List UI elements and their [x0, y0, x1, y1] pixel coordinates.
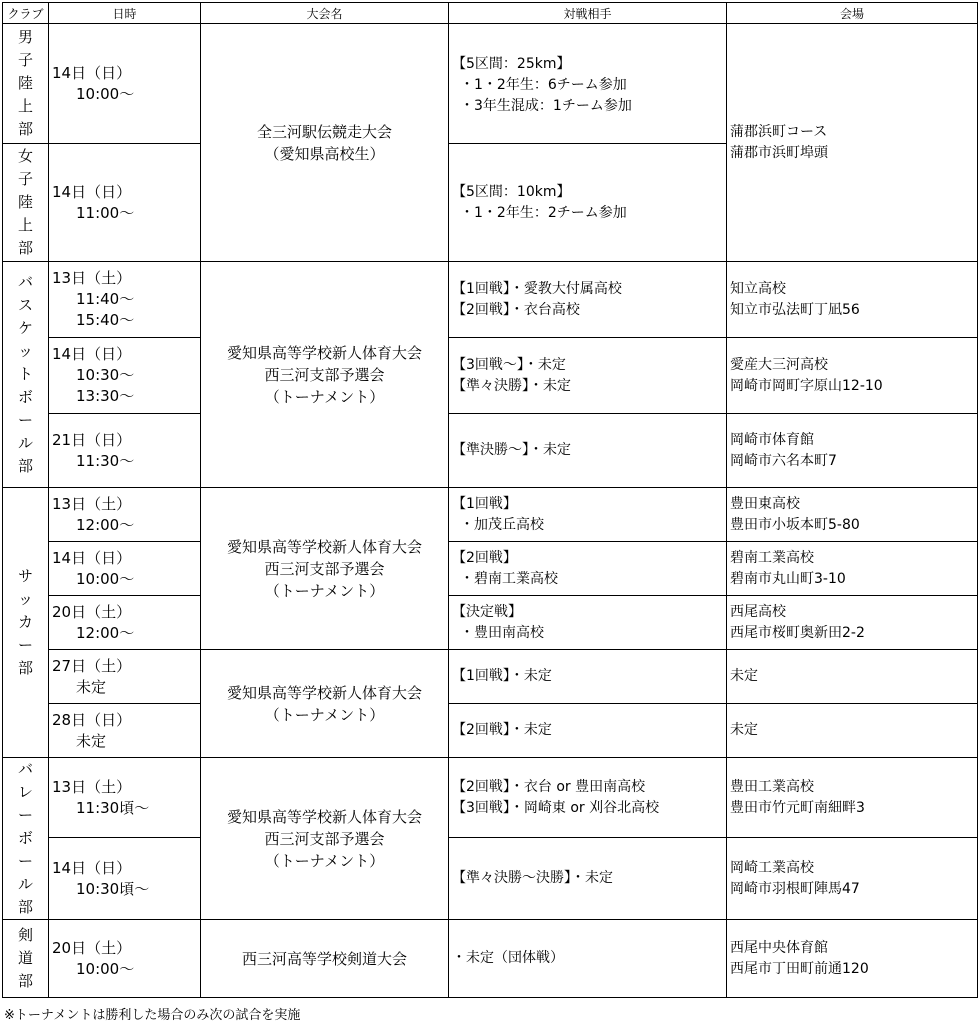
opponent-cell: 【2回戦】 ・碧南工業高校 — [449, 542, 727, 596]
table-row — [3, 920, 978, 998]
header-tournament: 大会名 — [201, 3, 449, 24]
opponent-cell: 【準々決勝～決勝】・未定 — [449, 838, 727, 920]
opponent-cell: 【2回戦】・未定 — [449, 704, 727, 758]
opponent-cell: ・未定（団体戦） — [449, 920, 727, 998]
venue-cell: 西尾高校 西尾市桜町奥新田2-2 — [727, 596, 978, 650]
tournament-cell: 愛知県高等学校新人体育大会 西三河支部予選会 （トーナメント） — [201, 262, 449, 488]
table-row — [3, 262, 978, 338]
footnote: ※トーナメントは勝利した場合のみ次の試合を実施 — [4, 1008, 301, 1023]
datetime-cell: 21日（日） 11:30～ — [49, 414, 201, 488]
header-opponent: 対戦相手 — [449, 3, 727, 24]
table-row — [3, 338, 978, 414]
datetime-cell: 27日（土） 未定 — [49, 650, 201, 704]
venue-cell: 碧南工業高校 碧南市丸山町3-10 — [727, 542, 978, 596]
datetime-cell: 14日（日） 10:30～ 13:30～ — [49, 338, 201, 414]
table-row — [3, 650, 978, 704]
venue-cell: 豊田工業高校 豊田市竹元町南細畔3 — [727, 758, 978, 838]
club-cell: 剣道部 — [3, 920, 49, 998]
venue-cell: 豊田東高校 豊田市小坂本町5-80 — [727, 488, 978, 542]
datetime-cell: 20日（土） 10:00～ — [49, 920, 201, 998]
datetime-cell: 14日（日） 11:00～ — [49, 144, 201, 262]
opponent-cell: 【5区間：10km】 ・1・2年生：2チーム参加 — [449, 144, 727, 262]
tournament-cell: 愛知県高等学校新人体育大会 西三河支部予選会 （トーナメント） — [201, 758, 449, 920]
club-cell: バレーボール部 — [3, 758, 49, 920]
header-club: クラブ — [3, 3, 49, 24]
opponent-cell: 【3回戦～】・未定 【準々決勝】・未定 — [449, 338, 727, 414]
header-row — [3, 3, 978, 24]
venue-cell: 蒲郡浜町コース 蒲郡市浜町埠頭 — [727, 24, 978, 262]
header-datetime: 日時 — [49, 3, 201, 24]
opponent-cell: 【決定戦】 ・豊田南高校 — [449, 596, 727, 650]
table-row — [3, 414, 978, 488]
venue-cell: 岡崎市体育館 岡崎市六名本町7 — [727, 414, 978, 488]
club-cell: バスケットボール部 — [3, 262, 49, 488]
opponent-cell: 【1回戦】 ・加茂丘高校 — [449, 488, 727, 542]
club-cell: 女子陸上部 — [3, 144, 49, 262]
club-cell: サッカー部 — [3, 488, 49, 758]
table-row — [3, 542, 978, 596]
table-row — [3, 838, 978, 920]
datetime-cell: 14日（日） 10:30頃～ — [49, 838, 201, 920]
table-row — [3, 24, 978, 144]
venue-cell: 未定 — [727, 704, 978, 758]
opponent-cell: 【5区間：25km】 ・1・2年生：6チーム参加 ・3年生混成：1チーム参加 — [449, 24, 727, 144]
opponent-cell: 【準決勝～】・未定 — [449, 414, 727, 488]
venue-cell: 愛産大三河高校 岡崎市岡町字原山12-10 — [727, 338, 978, 414]
tournament-cell: 愛知県高等学校新人体育大会 西三河支部予選会 （トーナメント） — [201, 488, 449, 650]
opponent-cell: 【2回戦】・衣台 or 豊田南高校 【3回戦】・岡崎東 or 刈谷北高校 — [449, 758, 727, 838]
tournament-cell: 愛知県高等学校新人体育大会 （トーナメント） — [201, 650, 449, 758]
table-row — [3, 488, 978, 542]
table-row — [3, 758, 978, 838]
datetime-cell: 13日（土） 11:40～ 15:40～ — [49, 262, 201, 338]
venue-cell: 未定 — [727, 650, 978, 704]
opponent-cell: 【1回戦】・未定 — [449, 650, 727, 704]
table-row — [3, 596, 978, 650]
tournament-cell: 全三河駅伝競走大会 （愛知県高校生） — [201, 24, 449, 262]
datetime-cell: 20日（土） 12:00～ — [49, 596, 201, 650]
tournament-cell: 西三河高等学校剣道大会 — [201, 920, 449, 998]
table-row — [3, 704, 978, 758]
datetime-cell: 13日（土） 11:30頃～ — [49, 758, 201, 838]
datetime-cell: 14日（日） 10:00～ — [49, 542, 201, 596]
venue-cell: 岡崎工業高校 岡崎市羽根町陣馬47 — [727, 838, 978, 920]
venue-cell: 知立高校 知立市弘法町丁凪56 — [727, 262, 978, 338]
datetime-cell: 14日（日） 10:00～ — [49, 24, 201, 144]
venue-cell: 西尾中央体育館 西尾市丁田町前通120 — [727, 920, 978, 998]
club-cell: 男子陸上部 — [3, 24, 49, 144]
datetime-cell: 28日（日） 未定 — [49, 704, 201, 758]
header-venue: 会場 — [727, 3, 978, 24]
schedule-table — [2, 2, 978, 998]
datetime-cell: 13日（土） 12:00～ — [49, 488, 201, 542]
opponent-cell: 【1回戦】・愛教大付属高校 【2回戦】・衣台高校 — [449, 262, 727, 338]
